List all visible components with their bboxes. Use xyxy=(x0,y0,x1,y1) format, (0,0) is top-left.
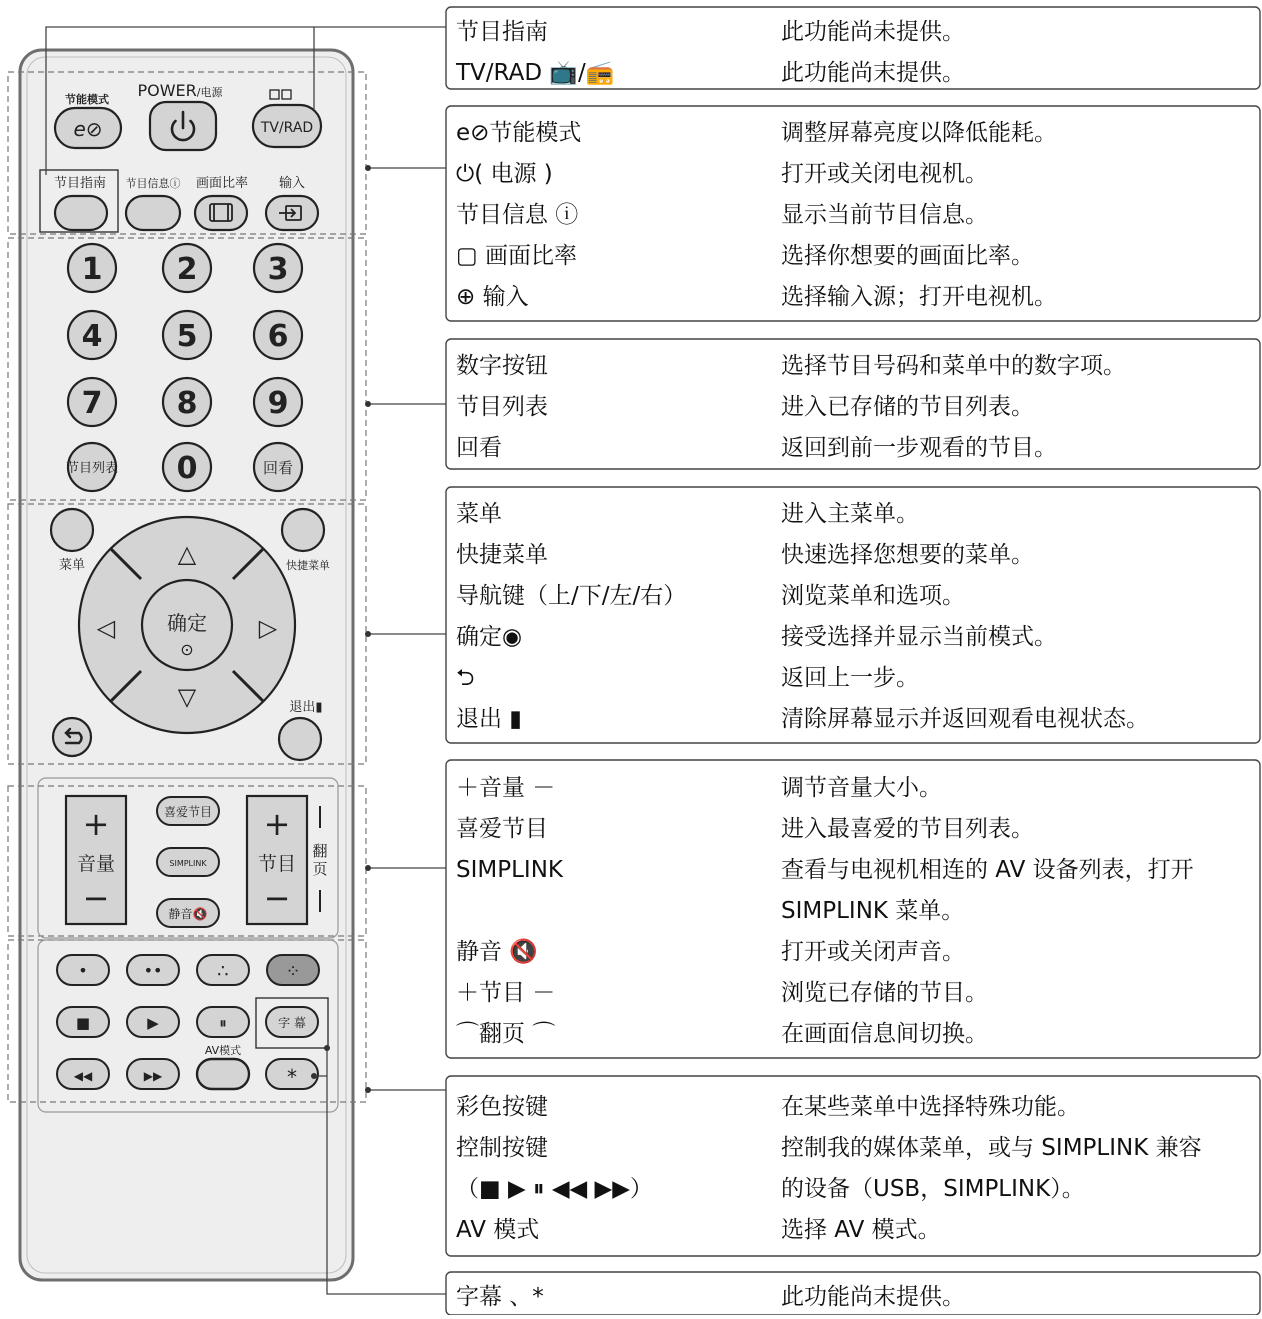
three-dots-icon: ∴ xyxy=(217,961,229,982)
row-label: ▢ 画面比率 xyxy=(456,243,578,269)
nav-up-button[interactable]: △ xyxy=(177,540,197,568)
one-dot-icon: • xyxy=(78,961,88,980)
description-group-7 xyxy=(446,1272,1260,1315)
row-description: 此功能尚末提供。 xyxy=(781,60,965,86)
four-dots-icon: ⁘ xyxy=(285,961,301,982)
row-label: ⌒翻页 ⌒ xyxy=(456,1021,556,1047)
number-button-0[interactable] xyxy=(163,443,211,491)
row-label: SIMPLINK xyxy=(456,857,563,883)
number-button-3[interactable] xyxy=(254,244,302,292)
simplink-button[interactable] xyxy=(157,848,219,876)
row-description: 调整屏幕亮度以降低能耗。 xyxy=(781,120,1057,146)
exit-label: 退出▮ xyxy=(289,700,323,715)
description-group-1 xyxy=(446,7,1260,89)
row-label: （■ ▶ ⏸ ◀◀ ▶▶） xyxy=(456,1176,653,1202)
program-minus-icon: − xyxy=(263,879,291,917)
row-label: 字幕 、* xyxy=(456,1284,544,1310)
recall-label: 回看 xyxy=(262,459,294,477)
row-label: 回看 xyxy=(456,435,502,461)
row-description: 在画面信息间切换。 xyxy=(781,1021,988,1047)
number-label: 7 xyxy=(81,386,103,421)
number-label: 4 xyxy=(81,319,103,354)
simplink-label: SIMPLINK xyxy=(169,859,207,868)
red-button[interactable] xyxy=(57,955,109,985)
ok-label: 确定 xyxy=(167,611,207,635)
ratio-label: 画面比率 xyxy=(195,176,249,191)
number-label: 6 xyxy=(267,319,289,354)
star-icon: * xyxy=(287,1065,297,1089)
av-mode-label: AV模式 xyxy=(204,1044,242,1057)
row-description: 调节音量大小。 xyxy=(781,775,942,801)
number-label: 3 xyxy=(267,252,289,287)
guide-button[interactable] xyxy=(55,196,107,230)
row-description: 清除屏幕显示并返回观看电视状态。 xyxy=(781,706,1149,732)
row-description: 打开或关闭声音。 xyxy=(781,939,965,965)
green-button[interactable] xyxy=(127,955,179,985)
subtitle-label: 字 幕 xyxy=(278,1016,306,1030)
row-label: 快捷菜单 xyxy=(456,542,548,568)
number-button-7[interactable] xyxy=(68,378,116,426)
fast-forward-button[interactable] xyxy=(127,1059,179,1089)
row-description: 选择输入源；打开电视机。 xyxy=(781,284,1057,310)
play-icon: ▶ xyxy=(147,1014,159,1032)
row-description: 查看与电视机相连的 AV 设备列表，打开 xyxy=(781,857,1194,883)
row-label: 数字按钮 xyxy=(456,353,548,379)
volume-label: 音量 xyxy=(76,853,116,875)
row-label: 静音 🔇 xyxy=(456,939,538,965)
row-description: 返回上一步。 xyxy=(781,665,919,691)
description-group-2 xyxy=(446,106,1260,321)
tvrad-button[interactable] xyxy=(253,105,321,147)
number-label: 9 xyxy=(267,386,289,421)
row-description: 返回到前一步观看的节目。 xyxy=(781,435,1057,461)
stop-button[interactable] xyxy=(57,1007,109,1037)
power-button[interactable] xyxy=(150,102,216,150)
play-button[interactable] xyxy=(127,1007,179,1037)
number-button-6[interactable] xyxy=(254,311,302,359)
mute-icon: 🔇 xyxy=(192,907,208,921)
mute-label: 静音🔇 xyxy=(168,907,208,921)
rewind-icon: ◀◀ xyxy=(73,1069,93,1083)
power-label: POWER/电源 xyxy=(137,81,223,100)
description-group-6 xyxy=(446,1076,1260,1256)
row-label: ＋节目 － xyxy=(456,980,556,1006)
row-description: 此功能尚末提供。 xyxy=(781,1284,965,1310)
row-description: 进入已存储的节目列表。 xyxy=(781,394,1034,420)
row-description: 打开或关闭电视机。 xyxy=(781,161,988,187)
row-label: 彩色按键 xyxy=(456,1094,548,1120)
number-label: 5 xyxy=(176,319,198,354)
row-description: 进入最喜爱的节目列表。 xyxy=(781,816,1034,842)
row-description: 此功能尚未提供。 xyxy=(781,19,965,45)
program-list-button[interactable] xyxy=(66,443,118,491)
return-button[interactable] xyxy=(53,718,91,756)
row-label: 退出 ▮ xyxy=(456,706,522,732)
pause-icon: ⏸ xyxy=(219,1014,227,1032)
nav-left-button[interactable]: ◁ xyxy=(96,614,116,642)
row-description: 浏览已存储的节目。 xyxy=(781,980,988,1006)
row-label: 确定◉ xyxy=(456,624,523,650)
row-description: 选择你想要的画面比率。 xyxy=(781,243,1034,269)
stop-icon: ■ xyxy=(75,1014,91,1032)
row-label: AV 模式 xyxy=(456,1217,540,1243)
favorite-label: 喜爱节目 xyxy=(163,805,213,819)
row-label: 导航键（上/下/左/右） xyxy=(456,583,687,609)
nav-right-button[interactable]: ▷ xyxy=(258,614,278,642)
ratio-button[interactable] xyxy=(195,196,247,230)
input-label: 输入 xyxy=(278,176,306,191)
row-description: 接受选择并显示当前模式。 xyxy=(781,624,1057,650)
info-button[interactable] xyxy=(126,196,180,230)
menu-label: 菜单 xyxy=(58,558,86,573)
number-label: 0 xyxy=(176,451,198,486)
ok-icon: ⊙ xyxy=(180,640,194,659)
row-description: 的设备（USB，SIMPLINK）。 xyxy=(781,1176,1085,1202)
number-button-2[interactable] xyxy=(163,244,211,292)
row-description: 进入主菜单。 xyxy=(781,501,919,527)
row-label: 控制按键 xyxy=(456,1135,548,1161)
nav-down-button[interactable]: ▽ xyxy=(177,683,197,711)
row-description: 浏览菜单和选项。 xyxy=(781,583,965,609)
description-table xyxy=(446,7,1260,1315)
energy-saving-icon: e⊘ xyxy=(73,117,103,141)
quick-menu-button[interactable] xyxy=(282,509,324,551)
row-description: 快速选择您想要的菜单。 xyxy=(781,542,1034,568)
menu-button[interactable] xyxy=(51,509,93,551)
number-label: 2 xyxy=(176,252,198,287)
program-list-label: 节目列表 xyxy=(65,461,119,476)
description-group-5 xyxy=(446,760,1260,1058)
svg-text:页: 页 xyxy=(312,860,328,878)
row-label: TV/RAD 📺/📻 xyxy=(456,60,615,86)
row-label: e⊘节能模式 xyxy=(456,120,582,146)
row-label: ⏻( 电源 ) xyxy=(456,161,553,187)
row-label: 喜爱节目 xyxy=(456,816,548,842)
row-label: 节目指南 xyxy=(456,19,548,45)
fast-forward-icon: ▶▶ xyxy=(143,1069,163,1083)
two-dots-icon: •• xyxy=(143,961,163,980)
program-label: 节目 xyxy=(257,853,297,875)
number-label: 8 xyxy=(176,386,198,421)
info-label: 节目信息ⓘ xyxy=(125,177,181,190)
energy-label: 节能模式 xyxy=(65,93,109,106)
row-description: SIMPLINK 菜单。 xyxy=(781,898,965,924)
row-label: 节目信息 ⓘ xyxy=(456,202,579,228)
svg-text:翻: 翻 xyxy=(312,842,328,860)
row-description: 控制我的媒体菜单，或与 SIMPLINK 兼容 xyxy=(781,1135,1202,1161)
number-button-9[interactable] xyxy=(254,378,302,426)
volume-rocker[interactable] xyxy=(66,796,126,924)
number-button-5[interactable] xyxy=(163,311,211,359)
description-group-4 xyxy=(446,487,1260,743)
number-button-4[interactable] xyxy=(68,311,116,359)
row-label: ⊕ 输入 xyxy=(456,284,529,310)
ok-button[interactable] xyxy=(142,580,232,670)
mute-button[interactable] xyxy=(157,899,219,927)
exit-button[interactable] xyxy=(279,718,321,760)
volume-minus-icon: − xyxy=(82,879,110,917)
row-description: 选择节目号码和菜单中的数字项。 xyxy=(781,353,1126,379)
number-button-1[interactable] xyxy=(68,244,116,292)
blue-button[interactable] xyxy=(267,955,319,985)
program-plus-icon: + xyxy=(263,805,291,843)
recall-button[interactable] xyxy=(254,443,302,491)
row-description: 显示当前节目信息。 xyxy=(781,202,988,228)
number-button-8[interactable] xyxy=(163,378,211,426)
av-mode-button[interactable] xyxy=(197,1059,249,1089)
volume-plus-icon: + xyxy=(82,805,110,843)
tvrad-button-label: TV/RAD xyxy=(260,120,314,136)
row-label: ⮌ xyxy=(456,665,475,691)
input-button[interactable] xyxy=(266,196,318,230)
energy-button[interactable] xyxy=(55,108,121,148)
quick-menu-label: 快捷菜单 xyxy=(286,559,330,572)
pause-button[interactable] xyxy=(197,1007,249,1037)
favorite-button[interactable] xyxy=(157,797,219,825)
yellow-button[interactable] xyxy=(197,955,249,985)
remote-control xyxy=(8,50,366,1280)
row-label: 菜单 xyxy=(456,501,502,527)
description-group-3 xyxy=(446,339,1260,469)
row-description: 在某些菜单中选择特殊功能。 xyxy=(781,1094,1080,1120)
number-label: 1 xyxy=(81,252,103,287)
rewind-button[interactable] xyxy=(57,1059,109,1089)
row-description: 选择 AV 模式。 xyxy=(781,1217,941,1243)
row-label: 节目列表 xyxy=(456,394,548,420)
program-rocker[interactable] xyxy=(247,796,307,924)
row-label: ＋音量 － xyxy=(456,775,556,801)
star-button[interactable] xyxy=(266,1059,318,1089)
guide-label: 节目指南 xyxy=(53,176,107,191)
subtitle-button[interactable] xyxy=(266,1007,318,1037)
